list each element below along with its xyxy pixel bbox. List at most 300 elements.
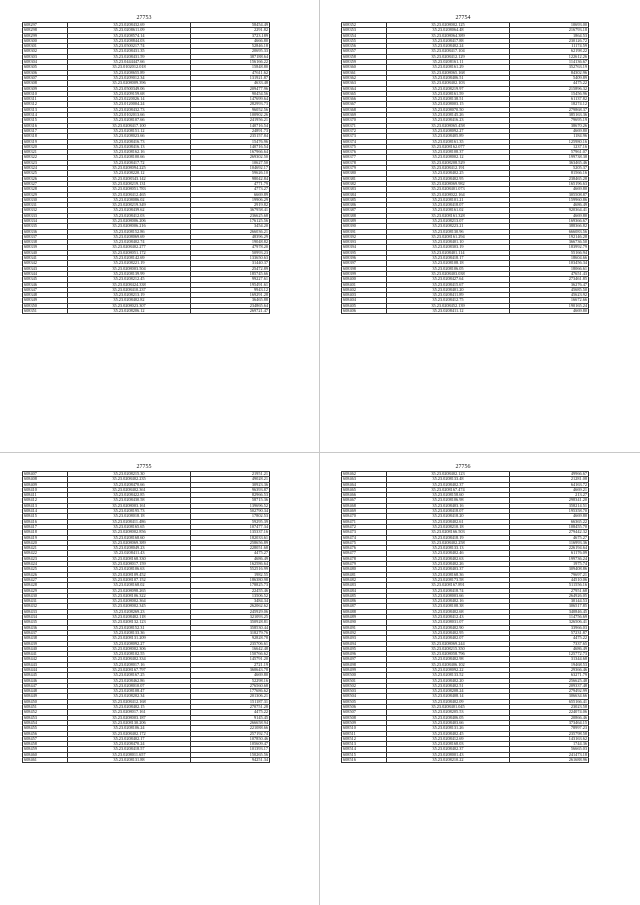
record-id-cell: 608352 xyxy=(342,23,387,28)
record-id-cell: 608396 xyxy=(342,256,387,261)
record-id-cell: 608360 xyxy=(342,65,387,70)
record-id-cell: 608341 xyxy=(23,256,68,261)
amount-cell: 226194.64 xyxy=(510,546,589,551)
horizontal-divider xyxy=(0,452,640,453)
amount-cell: 169291.28 xyxy=(191,293,270,298)
account-code-cell: 35.23.0208416.13 xyxy=(68,144,191,149)
account-code-cell: 35.23.0208022.164 xyxy=(387,192,510,197)
record-id-cell: 608488 xyxy=(342,609,387,614)
amount-cell: 30144.53 xyxy=(510,599,589,604)
account-code-cell: 35.23.0208427.64 xyxy=(387,277,510,282)
amount-cell: 350928.81 xyxy=(191,620,270,625)
amount-cell: 2291.82 xyxy=(191,28,270,33)
record-id-cell: 608515 xyxy=(342,752,387,757)
account-code-cell: 35.23.0208006.216 xyxy=(68,224,191,229)
account-code-cell: 35.23.0208416.73 xyxy=(68,139,191,144)
record-id-cell: 608335 xyxy=(23,224,68,229)
amount-cell: 273461.85 xyxy=(510,277,589,282)
amount-cell: 108455.70 xyxy=(510,524,589,529)
account-code-cell: 35.23.0208161.294 xyxy=(387,234,510,239)
account-code-cell: 35.23.0208132.123 xyxy=(68,620,191,625)
record-id-cell: 608380 xyxy=(342,171,387,176)
account-code-cell: 35.23.0208003.504 xyxy=(68,266,191,271)
record-id-cell: 608304 xyxy=(23,60,68,65)
account-code-cell: 35.23.0208412.465 xyxy=(68,192,191,197)
account-code-cell: 35.23.0208100.66 xyxy=(68,155,191,160)
account-code-cell: 35.23.0208402.09 xyxy=(387,699,510,704)
account-code-cell: 35.23.0208064.48 xyxy=(387,28,510,33)
record-id-cell: 608412 xyxy=(23,498,68,503)
amount-cell: 282993.73 xyxy=(191,102,270,107)
amount-cell: 48396.29 xyxy=(191,234,270,239)
account-code-cell: 35.23.0208017.161 xyxy=(68,710,191,715)
amount-cell: 150766.62 xyxy=(191,652,270,657)
amount-cell: 49966.67 xyxy=(510,472,589,477)
account-code-cell: 35.23.0208106.98 xyxy=(387,498,510,503)
account-code-cell: 35.23.0208131.88 xyxy=(68,758,191,763)
amount-cell: 306634.66 xyxy=(510,694,589,699)
account-code-cell: 35.23.0208411.486 xyxy=(68,519,191,524)
account-code-cell: 35.23.0208219.97 xyxy=(387,86,510,91)
amount-cell: 20695.33 xyxy=(191,49,270,54)
record-id-cell: 608492 xyxy=(342,630,387,635)
record-id-cell: 608466 xyxy=(342,493,387,498)
record-id-cell: 608415 xyxy=(23,514,68,519)
record-id-cell: 608308 xyxy=(23,81,68,86)
amount-cell: 201306.21 xyxy=(191,694,270,699)
ledger-page-1 xyxy=(22,14,266,314)
record-id-cell: 608392 xyxy=(342,234,387,239)
amount-cell: 176125.56 xyxy=(191,218,270,223)
amount-cell: 156166.22 xyxy=(191,60,270,65)
record-id-cell: 608446 xyxy=(23,678,68,683)
record-id-cell: 608343 xyxy=(23,266,68,271)
account-code-cell: 35.23.0208010.07 xyxy=(68,683,191,688)
account-code-cell: 35.23.0208418.74 xyxy=(387,588,510,593)
amount-cell: 298341.20 xyxy=(510,498,589,503)
account-code-cell: 35.23.0208402.20 xyxy=(387,678,510,683)
account-code-cell: 35.23.0208418.57 xyxy=(68,747,191,752)
record-id-cell: 608421 xyxy=(23,546,68,551)
account-code-cell: 35.23.0208424.338 xyxy=(68,282,191,287)
account-code-cell: 35.23.0208002.306 xyxy=(68,646,191,651)
account-code-cell: 35.23.0208031.07 xyxy=(387,620,510,625)
amount-cell: 234865.64 xyxy=(191,303,270,308)
record-id-cell: 608300 xyxy=(23,38,68,43)
record-id-cell: 608321 xyxy=(23,150,68,155)
record-id-cell: 608340 xyxy=(23,250,68,255)
amount-cell: 4669.80 xyxy=(510,213,589,218)
amount-cell: 385163.36 xyxy=(510,113,589,118)
table-row xyxy=(23,309,270,314)
record-id-cell: 608373 xyxy=(342,134,387,139)
account-code-cell: 35.23.0208092.27 xyxy=(387,128,510,133)
record-id-cell: 608493 xyxy=(342,636,387,641)
record-id-cell: 608297 xyxy=(23,23,68,28)
account-code-cell: 35.23.0208133.52 xyxy=(387,673,510,678)
account-code-cell: 35.23.0208158.60 xyxy=(387,493,510,498)
amount-cell: 235706.61 xyxy=(191,641,270,646)
amount-cell: 309408.86 xyxy=(510,567,589,572)
account-code-cell: 35.23.0208108.18 xyxy=(387,261,510,266)
amount-cell: 100902.26 xyxy=(191,113,270,118)
account-code-cell: 35.23.0208403.038 xyxy=(387,271,510,276)
record-id-cell: 608417 xyxy=(23,524,68,529)
account-code-cell: 35.23.0208412.69 xyxy=(387,736,510,741)
account-code-cell: 35.23.0208402.25 xyxy=(387,171,510,176)
amount-cell: 31440.37 xyxy=(191,261,270,266)
account-code-cell: 35.23.0208402.15 xyxy=(68,705,191,710)
account-code-cell: 35.23.0208402.26 xyxy=(387,562,510,567)
amount-cell: 47978.20 xyxy=(191,245,270,250)
amount-cell: 169366.67 xyxy=(510,218,589,223)
amount-cell: 22455.46 xyxy=(191,588,270,593)
amount-cell: 276560.68 xyxy=(191,683,270,688)
amount-cell: 199738.38 xyxy=(510,155,589,160)
amount-cell: 107850.46 xyxy=(191,736,270,741)
amount-cell: 56665.03 xyxy=(510,747,589,752)
record-id-cell: 608438 xyxy=(23,636,68,641)
account-code-cell: 35.23.0208205.53 xyxy=(387,710,510,715)
amount-cell: 105609.47 xyxy=(191,742,270,747)
amount-cell: 5409.89 xyxy=(510,75,589,80)
record-id-cell: 608457 xyxy=(23,736,68,741)
record-id-cell: 608355 xyxy=(342,38,387,43)
amount-cell: 4633.48 xyxy=(191,81,270,86)
account-code-cell: 35.23.0208431.35 xyxy=(68,49,191,54)
record-id-cell: 608464 xyxy=(342,482,387,487)
record-id-cell: 608371 xyxy=(342,123,387,128)
account-code-cell: 35.23.0208002.364 xyxy=(68,599,191,604)
amount-cell: 19906.29 xyxy=(191,197,270,202)
account-code-cell: 35.23.0208401.114 xyxy=(387,250,510,255)
account-code-cell: 35.23.0208106.63 xyxy=(68,567,191,572)
record-id-cell: 608398 xyxy=(342,266,387,271)
account-code-cell: 35.23.0208408.14 xyxy=(387,694,510,699)
amount-cell: 25472.89 xyxy=(191,266,270,271)
account-code-cell: 35.23.0208655.89 xyxy=(68,70,191,75)
account-code-cell: 35.23.0208470.66 xyxy=(68,482,191,487)
record-id-cell: 608418 xyxy=(23,530,68,535)
amount-cell: 230126.72 xyxy=(510,38,589,43)
record-id-cell: 608503 xyxy=(342,689,387,694)
amount-cell: 116993.36 xyxy=(510,540,589,545)
record-id-cell: 608431 xyxy=(23,599,68,604)
record-id-cell: 608312 xyxy=(23,102,68,107)
amount-cell: 167966.64 xyxy=(191,150,270,155)
account-code-cell: 35.23.0208002.345 xyxy=(68,604,191,609)
record-id-cell: 608498 xyxy=(342,662,387,667)
account-code-cell: 35.23.0208402.334 xyxy=(68,657,191,662)
amount-cell: 270751.28 xyxy=(191,705,270,710)
amount-cell: 257192.74 xyxy=(191,731,270,736)
record-id-cell: 608314 xyxy=(23,113,68,118)
amount-cell: 29366.46 xyxy=(510,667,589,672)
amount-cell: 215896.32 xyxy=(510,86,589,91)
amount-cell: 133650.63 xyxy=(191,256,270,261)
record-id-cell: 608411 xyxy=(23,493,68,498)
account-code-cell: 35.23.0208018.18 xyxy=(68,514,191,519)
record-id-cell: 608366 xyxy=(342,97,387,102)
account-code-cell: 35.23.0208092.22 xyxy=(387,667,510,672)
account-code-cell: 35.23.0208402.61 xyxy=(387,519,510,524)
account-code-cell: 35.23.0208410.237 xyxy=(68,287,191,292)
account-code-cell: 35.23.0208412.129 xyxy=(387,54,510,59)
amount-cell: 10693.00 xyxy=(510,23,589,28)
record-id-cell: 608303 xyxy=(23,54,68,59)
amount-cell: 114756.69 xyxy=(510,615,589,620)
amount-cell: 15476.96 xyxy=(191,139,270,144)
record-id-cell: 608490 xyxy=(342,620,387,625)
record-id-cell: 608383 xyxy=(342,187,387,192)
account-code-cell: 35.23.0208017.159 xyxy=(68,562,191,567)
amount-cell: 84302.96 xyxy=(510,70,589,75)
record-id-cell: 608422 xyxy=(23,551,68,556)
account-code-cell: 35.23.0208402.37 xyxy=(387,747,510,752)
amount-cell: 13506.52 xyxy=(191,593,270,598)
amount-cell: 387188.64 xyxy=(191,54,270,59)
amount-cell: 258656.89 xyxy=(191,540,270,545)
account-code-cell: 35.23.0208208.24 xyxy=(387,689,510,694)
record-id-cell: 608409 xyxy=(23,482,68,487)
account-code-cell: 35.23.0208412.168 xyxy=(68,699,191,704)
amount-cell: 224074.06 xyxy=(510,710,589,715)
record-id-cell: 608501 xyxy=(342,678,387,683)
account-code-cell: 35.23.0208402.95 xyxy=(387,630,510,635)
account-code-cell: 35.23.0208131.209 xyxy=(68,636,191,641)
record-id-cell: 608395 xyxy=(342,250,387,255)
record-id-cell: 608472 xyxy=(342,524,387,529)
account-code-cell: 35.23.0208402.63 xyxy=(387,556,510,561)
amount-cell: 150265.56 xyxy=(191,752,270,757)
amount-cell: 107477.34 xyxy=(191,524,270,529)
account-code-cell: 35.23.0208108.38 xyxy=(387,604,510,609)
record-id-cell: 608481 xyxy=(342,572,387,577)
amount-cell: 59626.10 xyxy=(191,171,270,176)
record-id-cell: 608476 xyxy=(342,546,387,551)
account-code-cell: 35.23.0208402.103 xyxy=(387,81,510,86)
record-id-cell: 608414 xyxy=(23,509,68,514)
record-id-cell: 608487 xyxy=(342,604,387,609)
record-id-cell: 608329 xyxy=(23,192,68,197)
amount-cell: 177686.62 xyxy=(191,689,270,694)
account-code-cell: 35.23.0102012.018 xyxy=(68,65,191,70)
account-code-cell: 35.23.0208094.225 xyxy=(68,166,191,171)
amount-cell: 131921.87 xyxy=(191,75,270,80)
account-code-cell: 35.23.0208011.657 xyxy=(68,752,191,757)
account-code-cell: 35.23.0208611.09 xyxy=(68,28,191,33)
amount-cell: 90454.56 xyxy=(191,91,270,96)
record-id-cell: 608393 xyxy=(342,240,387,245)
account-code-cell: 35.23.0208130.96 xyxy=(387,229,510,234)
record-id-cell: 608467 xyxy=(342,498,387,503)
table-row xyxy=(342,309,589,314)
amount-cell: 264926.05 xyxy=(510,593,589,598)
amount-cell: 195358.70 xyxy=(510,509,589,514)
account-code-cell: 35.23.0208023.307 xyxy=(68,303,191,308)
record-id-cell: 608453 xyxy=(23,715,68,720)
amount-cell: 21951.21 xyxy=(191,472,270,477)
account-code-cell: 35.23.0208195.73 xyxy=(68,509,191,514)
amount-cell: 99227.61 xyxy=(191,277,270,282)
record-id-cell: 608333 xyxy=(23,213,68,218)
amount-cell: 18274.12 xyxy=(510,102,589,107)
account-code-cell: 35.23.0208152.31 xyxy=(68,625,191,630)
account-code-cell: 35.23.0208167.25 xyxy=(68,673,191,678)
amount-cell: 52298.16 xyxy=(191,678,270,683)
account-code-cell: 35.23.0208402.46 xyxy=(387,551,510,556)
account-code-cell: 35.23.0208422.85 xyxy=(68,493,191,498)
amount-cell: 23023.58 xyxy=(510,705,589,710)
account-code-cell: 35.23.0208167.891 xyxy=(387,583,510,588)
account-code-cell: 35.23.0208168.03 xyxy=(387,742,510,747)
record-id-cell: 608406 xyxy=(342,309,387,314)
record-id-cell: 608430 xyxy=(23,593,68,598)
record-id-cell: 608425 xyxy=(23,567,68,572)
account-code-cell: 35.23.0208411.43 xyxy=(68,551,191,556)
account-code-cell: 35.23.0208212.45 xyxy=(68,277,191,282)
record-id-cell: 608351 xyxy=(23,309,68,314)
amount-cell: 45623.92 xyxy=(510,293,589,298)
amount-cell: 4686.49 xyxy=(510,646,589,651)
record-id-cell: 608514 xyxy=(342,747,387,752)
page-number: 27754 xyxy=(455,15,471,21)
record-id-cell: 608448 xyxy=(23,689,68,694)
record-id-cell: 608413 xyxy=(23,503,68,508)
record-id-cell: 608427 xyxy=(23,577,68,582)
account-code-cell: 35.23.0208403.37 xyxy=(387,567,510,572)
table-row xyxy=(23,758,270,763)
amount-cell: 261688.96 xyxy=(510,758,589,763)
account-code-cell: 35.23.0208003.161 xyxy=(68,503,191,508)
record-id-cell: 608325 xyxy=(23,171,68,176)
account-code-cell: 35.23.0208403.16 xyxy=(387,503,510,508)
account-code-cell: 35.23.0208402.118 xyxy=(68,615,191,620)
account-code-cell: 35.23.0208168.60 xyxy=(68,535,191,540)
record-id-cell: 608318 xyxy=(23,134,68,139)
account-code-cell: 35.23.0208406.51 xyxy=(387,75,510,80)
record-id-cell: 608437 xyxy=(23,630,68,635)
account-code-cell: 35.23.0208402.123 xyxy=(387,472,510,477)
account-code-cell: 35.23.0220026.14 xyxy=(68,97,191,102)
account-code-cell: 35.23.0208401.045 xyxy=(387,705,510,710)
amount-cell: 186380.98 xyxy=(191,577,270,582)
account-code-cell: 35.23.0208417.104 xyxy=(387,49,510,54)
amount-cell: 125772.73 xyxy=(510,652,589,657)
record-id-cell: 608311 xyxy=(23,97,68,102)
account-code-cell: 35.23.0208402.45 xyxy=(387,731,510,736)
account-code-cell: 35.23.0208402.277 xyxy=(68,245,191,250)
record-id-cell: 608500 xyxy=(342,673,387,678)
amount-cell: 279868.37 xyxy=(510,107,589,112)
record-id-cell: 608350 xyxy=(23,303,68,308)
amount-cell: 162586.64 xyxy=(191,562,270,567)
record-id-cell: 608462 xyxy=(342,472,387,477)
account-code-cell: 35.23.0208402.16 xyxy=(387,599,510,604)
amount-cell: 511556.16 xyxy=(510,583,589,588)
account-code-cell: 35.23.0208412.03 xyxy=(68,213,191,218)
record-id-cell: 608442 xyxy=(23,657,68,662)
account-code-cell: 35.23.0208415.67 xyxy=(387,282,510,287)
amount-cell: 321093.25 xyxy=(191,615,270,620)
account-code-cell: 35.23.0208161.02 xyxy=(387,208,510,213)
record-id-cell: 608324 xyxy=(23,166,68,171)
account-code-cell: 35.23.0208168.02 xyxy=(68,583,191,588)
account-code-cell: 35.23.0208202.34 xyxy=(68,694,191,699)
record-id-cell: 608357 xyxy=(342,49,387,54)
record-id-cell: 608310 xyxy=(23,91,68,96)
record-id-cell: 608388 xyxy=(342,213,387,218)
record-id-cell: 608436 xyxy=(23,625,68,630)
account-code-cell: 35.23.0208049.23 xyxy=(68,546,191,551)
amount-cell: 235157.84 xyxy=(191,134,270,139)
account-code-cell: 35.23.0444447.66 xyxy=(68,60,191,65)
record-id-cell: 608379 xyxy=(342,166,387,171)
amount-cell: 57231.87 xyxy=(510,630,589,635)
account-code-cell: 35.23.0208452.139 xyxy=(387,303,510,308)
record-id-cell: 608368 xyxy=(342,107,387,112)
amount-cell: 140716.54 xyxy=(191,123,270,128)
record-id-cell: 608506 xyxy=(342,705,387,710)
record-id-cell: 608433 xyxy=(23,609,68,614)
record-id-cell: 608494 xyxy=(342,641,387,646)
record-id-cell: 608358 xyxy=(342,54,387,59)
record-id-cell: 608337 xyxy=(23,234,68,239)
record-id-cell: 608322 xyxy=(23,155,68,160)
record-id-cell: 608439 xyxy=(23,641,68,646)
account-code-cell: 35.23.0208402.24 xyxy=(387,44,510,49)
record-id-cell: 608361 xyxy=(342,70,387,75)
record-id-cell: 608460 xyxy=(23,752,68,757)
amount-cell: 4475.27 xyxy=(191,551,270,556)
account-code-cell: 35.23.0208003.15 xyxy=(387,102,510,107)
amount-cell: 245929.06 xyxy=(191,609,270,614)
amount-cell: 30923.36 xyxy=(191,482,270,487)
record-id-cell: 608301 xyxy=(23,44,68,49)
account-code-cell: 35.23.0208130.206 xyxy=(68,720,191,725)
record-id-cell: 608469 xyxy=(342,509,387,514)
account-code-cell: 35.23.0208401.20 xyxy=(387,287,510,292)
record-id-cell: 608345 xyxy=(23,277,68,282)
account-code-cell: 35.23.0208402.172 xyxy=(68,731,191,736)
record-id-cell: 608497 xyxy=(342,657,387,662)
account-code-cell: 35.23.0208411.12 xyxy=(387,309,510,314)
record-id-cell: 608394 xyxy=(342,245,387,250)
account-code-cell: 35.23.0208168.36 xyxy=(387,572,510,577)
account-code-cell: 35.23.0208221.19 xyxy=(68,261,191,266)
amount-cell: 1237.16 xyxy=(510,144,589,149)
page-number: 27755 xyxy=(136,464,152,470)
record-id-cell: 608447 xyxy=(23,683,68,688)
record-id-cell: 608480 xyxy=(342,567,387,572)
record-id-cell: 608385 xyxy=(342,197,387,202)
page-number: 27756 xyxy=(455,464,471,470)
amount-cell: 57961.07 xyxy=(510,150,589,155)
amount-cell: 24891.73 xyxy=(191,128,270,133)
record-id-cell: 608365 xyxy=(342,91,387,96)
account-code-cell: 35.23.0208402.74 xyxy=(68,240,191,245)
amount-cell: 235798.58 xyxy=(510,731,589,736)
amount-cell: 58454.49 xyxy=(191,23,270,28)
amount-cell: 38670.26 xyxy=(510,123,589,128)
account-code-cell: 35.23.0208002.125 xyxy=(387,23,510,28)
amount-cell: 178825.73 xyxy=(191,583,270,588)
page-number: 27753 xyxy=(136,15,152,21)
account-code-cell: 35.23.0208411.89 xyxy=(387,293,510,298)
record-id-cell: 608403 xyxy=(342,293,387,298)
account-code-cell: 35.23.0208065.168 xyxy=(387,70,510,75)
record-id-cell: 608410 xyxy=(23,487,68,492)
